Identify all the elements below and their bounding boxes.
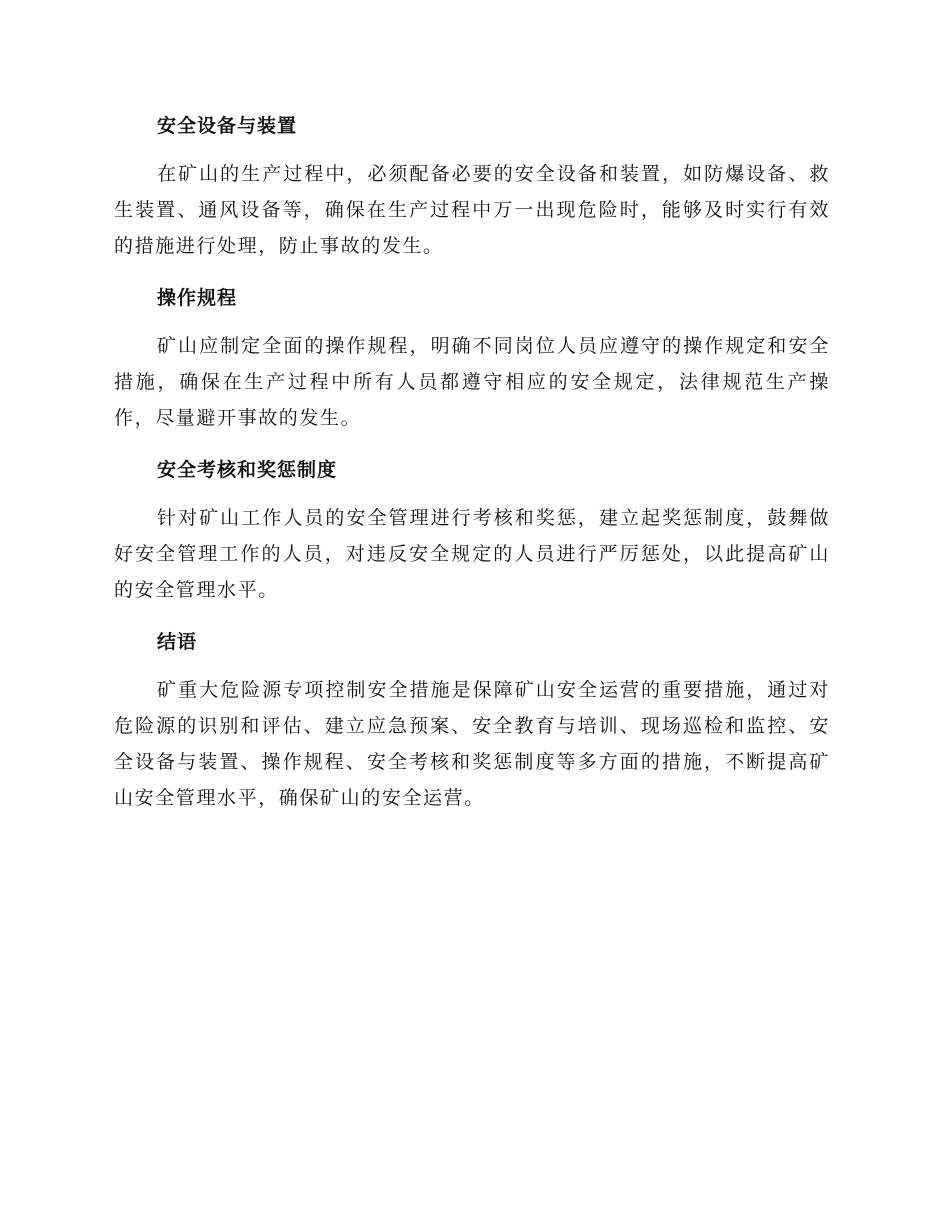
- section-heading: 结语: [157, 631, 198, 653]
- section-operating-procedures: [114, 280, 830, 436]
- section-heading: 安全考核和奖惩制度: [157, 459, 338, 481]
- section-assessment-rewards: [114, 452, 830, 608]
- section-paragraph: 针对矿山工作人员的安全管理进行考核和奖惩，建立起奖惩制度，鼓舞做好安全管理工作的人员，对违反安全规定的人员进行严厉惩处，以此提高矿山的安全管理水平。: [114, 507, 830, 601]
- section-heading: 安全设备与装置: [157, 115, 298, 137]
- section-paragraph: 矿重大危险源专项控制安全措施是保障矿山安全运营的重要措施，通过对危险源的识别和评估、建立应急预案、安全教育与培训、现场巡检和监控、安全设备与装置、操作规程、安全考核和奖惩制度等多方面的措施，不断提高矿山安全管理水平，确保矿山的安全运营。: [114, 679, 830, 809]
- section-conclusion: [114, 624, 830, 816]
- section-heading: 操作规程: [157, 287, 238, 309]
- section-safety-equipment: [114, 108, 830, 264]
- section-paragraph: 矿山应制定全面的操作规程，明确不同岗位人员应遵守的操作规定和安全措施，确保在生产过程中所有人员都遵守相应的安全规定，法律规范生产操作，尽量避开事故的发生。: [114, 335, 830, 429]
- document-content: [114, 108, 830, 832]
- section-paragraph: 在矿山的生产过程中，必须配备必要的安全设备和装置，如防爆设备、救生装置、通风设备等，确保在生产过程中万一出现危险时，能够及时实行有效的措施进行处理，防止事故的发生。: [114, 163, 830, 257]
